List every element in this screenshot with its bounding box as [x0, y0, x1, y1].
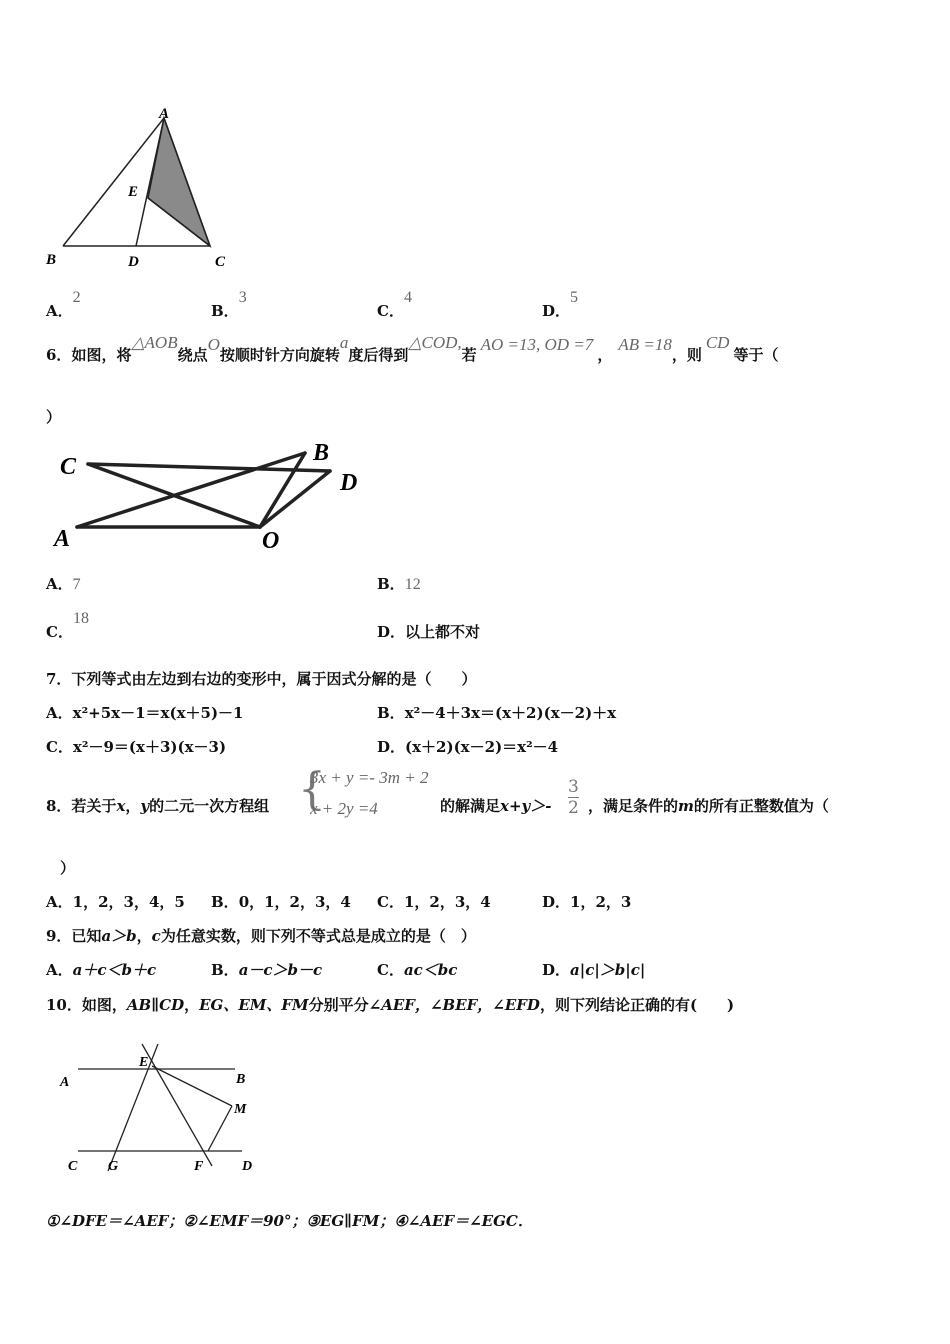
q7-stem: 7．下列等式由左边到右边的变形中，属于因式分解的是（ ）	[46, 670, 477, 688]
shaded-region	[148, 118, 210, 246]
label-B: B	[46, 252, 57, 268]
q7-option-a[interactable]: A．x²+5x－1＝x(x＋5)－1	[46, 704, 244, 722]
q8-system-brace: {	[298, 764, 326, 815]
label-D: D	[340, 470, 358, 496]
q6-close-paren: ）	[46, 408, 62, 426]
q8-equation-1: 3x + y =- 3m + 2	[310, 768, 429, 787]
label-C: C	[68, 1159, 78, 1174]
q5-option-d[interactable]: D．5	[542, 289, 579, 320]
q9-option-d[interactable]: D．a|c|＞b|c|	[542, 961, 646, 979]
q10-parallel-lines-figure	[50, 1036, 270, 1181]
label-D: D	[128, 254, 139, 270]
q8-option-a[interactable]: A．1，2，3，4，5	[46, 893, 185, 911]
q9-stem: 9．已知a＞b，c为任意实数，则下列不等式总是成立的是（ ）	[46, 927, 476, 945]
q6-option-c[interactable]: C．18	[46, 610, 89, 641]
q6-stem: 6．如图，将△AOB绕点O按顺时针方向旋转a度后得到△COD,若AO =13, OD =7，AB =18，则CD等于（	[46, 333, 779, 364]
q5-option-a[interactable]: A．2	[46, 289, 81, 320]
q8-stem-end: 的解满足x+y＞-	[440, 797, 552, 815]
q10-stem: 10．如图，AB∥CD，EG、EM、FM分别平分∠AEF，∠BEF，∠EFD，则下列结论正确的有( )	[46, 996, 735, 1014]
q10-conclusions: ①∠DFE＝∠AEF；②∠EMF＝90°；③EG∥FM；④∠AEF＝∠EGC．	[46, 1212, 533, 1230]
q6-rotation-figure	[50, 436, 380, 556]
q5-triangle-figure	[40, 100, 240, 275]
label-E: E	[139, 1055, 149, 1070]
label-A: A	[60, 1075, 70, 1090]
label-E: E	[128, 184, 139, 200]
q9-option-c[interactable]: C．ac＜bc	[377, 961, 458, 979]
q8-equation-2: x + 2y =4	[310, 799, 378, 818]
q6-option-d[interactable]: D．以上都不对	[377, 623, 481, 641]
label-A: A	[159, 106, 170, 122]
label-O: O	[262, 528, 280, 554]
label-C: C	[215, 254, 226, 270]
q8-stem-tail: ，满足条件的m的所有正整数值为（	[588, 797, 829, 815]
q5-option-c[interactable]: C．4	[377, 289, 412, 320]
label-C: C	[60, 454, 77, 480]
label-M: M	[234, 1102, 247, 1117]
q9-option-a[interactable]: A．a＋c＜b＋c	[46, 961, 157, 979]
q6-option-b[interactable]: B．12	[377, 575, 421, 593]
q8-fraction: $\frac{3}{2}$	[568, 777, 579, 818]
q9-option-b[interactable]: B．a－c＞b－c	[211, 961, 323, 979]
label-D: D	[242, 1159, 253, 1174]
label-B: B	[313, 440, 330, 466]
q7-option-c[interactable]: C．x²－9＝(x＋3)(x－3)	[46, 738, 227, 756]
q8-option-b[interactable]: B．0，1，2，3，4	[211, 893, 351, 911]
q7-option-d[interactable]: D．(x＋2)(x－2)＝x²－4	[377, 738, 559, 756]
q6-option-a[interactable]: A．7	[46, 575, 81, 593]
label-A: A	[54, 526, 71, 552]
q7-option-b[interactable]: B．x²－4＋3x＝(x＋2)(x－2)＋x	[377, 704, 617, 722]
q8-option-c[interactable]: C．1，2，3，4	[377, 893, 491, 911]
q8-option-d[interactable]: D．1，2，3	[542, 893, 632, 911]
label-B: B	[236, 1072, 246, 1087]
q5-option-b[interactable]: B．3	[211, 289, 247, 320]
label-G: G	[108, 1159, 119, 1174]
q8-close-paren: ）	[60, 859, 76, 877]
q8-stem-start: 8．若关于x，y的二元一次方程组	[46, 797, 270, 815]
label-F: F	[194, 1159, 204, 1174]
